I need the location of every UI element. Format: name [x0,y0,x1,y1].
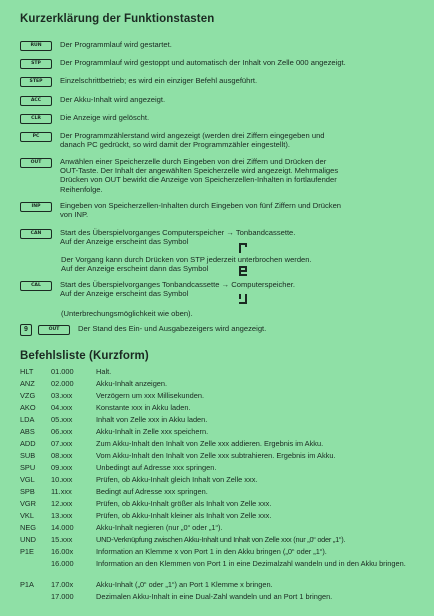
command-mnemonic: P1E [20,547,34,556]
command-code: 02.000 [51,379,74,388]
can-interrupt-note [61,255,312,273]
command-description: Konstante xxx in Akku laden. [96,403,191,412]
command-code: 04.xxx [51,403,73,412]
pc-description-line-2: danach PC gedrückt, so wird damit der Programmzähler eingestellt). [60,140,291,150]
command-code: 17.000 [51,592,74,601]
command-mnemonic: VGL [20,475,35,484]
display-symbol-interrupt-icon [239,266,247,276]
display-symbol-cal-icon [239,294,247,304]
command-code: 17.00x [51,580,74,589]
stp-description: Der Programmlauf wird gestoppt und automatisch der Inhalt von Zelle 000 angezeigt. [60,58,346,67]
command-code: 14.000 [51,523,74,532]
command-mnemonic: HLT [20,367,34,376]
clr-description: Die Anzeige wird gelöscht. [60,113,150,122]
inp-description-line-1: Eingeben von Speicherzellen-Inhalten durch Eingeben von fünf Ziffern und Drücken [60,201,342,210]
pc-key: PC [20,132,52,142]
can-interrupt-note-line-2: Auf der Anzeige erscheint dann das Symbol [61,264,209,274]
can-description-line-2: Auf der Anzeige erscheint das Symbol [60,237,189,247]
out-description-line-4: Reihenfolge. [60,184,103,194]
command-description: Vom Akku-Inhalt den Inhalt von Zelle xxx subtrahieren. Ergebnis im Akku. [96,451,336,460]
command-description: Information an den Klemmen von Port 1 in eine Dezimalzahl wandeln und in den Akku bringen. [96,559,406,568]
cal-interrupt-note: (Unterbrechungsmöglichkeit wie oben). [61,309,193,318]
run-description: Der Programmlauf wird gestartet. [60,40,172,49]
command-description: Information an Klemme x von Port 1 in den Akku bringen („0“ oder „1“). [96,547,327,556]
nine-out-description: Der Stand des Ein- und Ausgabezeigers wird angezeigt. [78,324,267,333]
command-mnemonic: SPB [20,487,35,496]
command-description: Prüfen, ob Akku-Inhalt größer als Inhalt von Zelle xxx. [96,499,272,508]
command-code: 13.xxx [51,511,73,520]
stp-key: STP [20,59,52,69]
command-description: Dezimalen Akku-Inhalt in eine Dual-Zahl wandeln und an Port 1 bringen. [96,592,333,601]
command-code: 07.xxx [51,439,73,448]
command-mnemonic: VKL [20,511,34,520]
command-mnemonic: SPU [20,463,36,472]
command-code: 16.000 [51,559,74,568]
command-mnemonic: SUB [20,451,36,460]
command-code: 03.xxx [51,391,73,400]
step-description: Einzelschrittbetrieb; es wird ein einziger Befehl ausgeführt. [60,76,258,85]
command-mnemonic: LDA [20,415,35,424]
pc-description-line-1: Der Programmzählerstand wird angezeigt (werden drei Ziffern eingegeben und [60,131,325,140]
command-description: UND-Verknüpfung zwischen Akku-Inhalt und Inhalt von Zelle xxx (nur „0“ oder „1“). [96,535,346,544]
command-description: Halt. [96,367,112,376]
command-description: Akku-Inhalt negieren (nur „0“ oder „1“). [96,523,223,532]
command-mnemonic: ABS [20,427,35,436]
clr-key: CLR [20,114,52,124]
command-description: Verzögern um xxx Millisekunden. [96,391,205,400]
cal-key: CAL [20,281,52,291]
inp-description-line-2: von INP. [60,210,89,220]
out-description-line-2: OUT-Taste. Der Inhalt der angewählten Speicherzelle wird angezeigt. Mehrmaliges [60,166,339,176]
acc-description: Der Akku-Inhalt wird angezeigt. [60,95,166,104]
out-key: OUT [20,158,52,168]
command-description: Inhalt von Zelle xxx in Akku laden. [96,415,208,424]
can-interrupt-note-line-1: Der Vorgang kann durch Drücken von STP jederzeit unterbrochen werden. [61,255,312,264]
command-mnemonic: ANZ [20,379,35,388]
command-description: Akku-Inhalt („0“ oder „1“) an Port 1 Klemme x bringen. [96,580,273,589]
nine-key: 9 [20,324,32,336]
command-mnemonic: VZG [20,391,36,400]
section-title-command-list: Befehlsliste (Kurzform) [20,350,149,362]
command-mnemonic: AKO [20,403,36,412]
inp-key: INP [20,202,52,212]
nine-out-key: OUT [38,325,70,335]
can-key: CAN [20,229,52,239]
command-code: 06.xxx [51,427,73,436]
command-description: Bedingt auf Adresse xxx springen. [96,487,208,496]
command-mnemonic: NEG [20,523,37,532]
command-code: 05.xxx [51,415,73,424]
command-mnemonic: VGR [20,499,37,508]
command-description: Unbedingt auf Adresse xxx springen. [96,463,217,472]
command-mnemonic: ADD [20,439,36,448]
command-code: 11.xxx [51,487,72,496]
display-symbol-can-icon [239,243,247,253]
command-code: 08.xxx [51,451,73,460]
section-title-function-keys: Kurzerklärung der Funktionstasten [20,13,215,25]
command-code: 10.xxx [51,475,73,484]
command-code: 15.xxx [51,535,73,544]
command-code: 01.000 [51,367,74,376]
command-code: 12.xxx [51,499,73,508]
command-description: Prüfen, ob Akku-Inhalt kleiner als Inhalt von Zelle xxx. [96,511,272,520]
command-description: Prüfen, ob Akku-Inhalt gleich Inhalt von Zelle xxx. [96,475,258,484]
command-description: Zum Akku-Inhalt den Inhalt von Zelle xxx addieren. Ergebnis im Akku. [96,439,324,448]
command-mnemonic: UND [20,535,37,544]
command-mnemonic: P1A [20,580,34,589]
cal-description-line-2: Auf der Anzeige erscheint das Symbol [60,289,189,299]
command-description: Akku-Inhalt in Zelle xxx speichern. [96,427,209,436]
acc-key: ACC [20,96,52,106]
command-code: 16.00x [51,547,74,556]
out-description-line-1: Anwählen einer Speicherzelle durch Eingeben von drei Ziffern und Drücken der [60,157,327,166]
can-description-line-1: Start des Überspielvorganges Computerspeicher → Tonbandcassette. [60,228,296,237]
command-code: 09.xxx [51,463,73,472]
cal-description-line-1: Start des Überspielvorganges Tonbandcassette → Computerspeicher. [60,280,295,289]
out-description-line-3: Drücken von OUT bewirkt die Anzeige von Speicherzellen-Inhalten in fortlaufender [60,175,337,185]
run-key: RUN [20,41,52,51]
step-key: STEP [20,77,52,87]
command-description: Akku-Inhalt anzeigen. [96,379,168,388]
